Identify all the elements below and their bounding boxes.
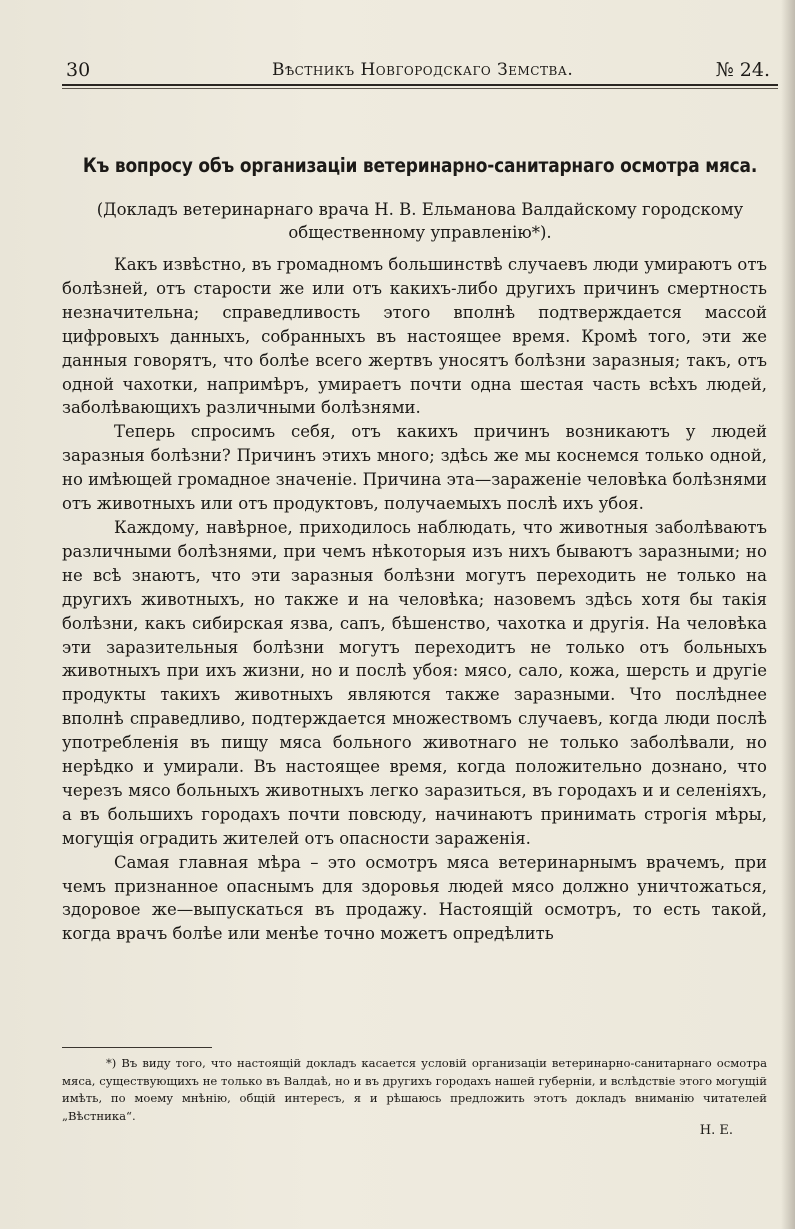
header-rule [62,84,778,86]
footnote-rule [62,1047,212,1048]
article-title: Къ вопросу объ организацiи ветеринарно-санитарнаго осмотра мяса. [82,154,758,178]
paragraph: Каждому, навѣрное, приходилось наблюдать, что животныя заболѣваютъ различными болѣзнями, при чемъ нѣкоторыя изъ нихъ бываютъ заразными; но не всѣ знаютъ, что эти заразныя болѣзни могутъ переходить не только на другихъ животныхъ, но также и на человѣка; назовемъ здѣсь хотя бы такiя болѣзни, какъ сибирская язва, сапъ, бѣшенство, чахотка и другiя. На человѣка эти заразительныя болѣзни могутъ переходитъ не только отъ больныхъ животныхъ при ихъ жизни, но и послѣ убоя: мясо, сало, кожа, шерсть и другiе продукты такихъ животныхъ являются также заразными. Что послѣднее вполнѣ справедливо, подтерждается множествомъ случаевъ, когда люди послѣ употребленiя въ пищу мяса больного животнаго не только заболѣвали, но нерѣдко и умирали. Въ настоящее время, когда положительно дознано, что черезъ мясо больныхъ животныхъ легко заразиться, въ городахъ и и селенiяхъ, а въ большихъ городахъ почти повсюду, начинаютъ принимать строгiя мѣры, могущiя оградить жителей отъ опасности зараженiя. [62,517,767,848]
issue-number: № 24. [715,59,770,81]
article-subtitle: (Докладъ ветеринарнаго врача Н. В. Ельманова Валдайскому городскому общественному управленiю*). [96,200,744,242]
journal-title: Вѣстникъ Новгородскаго Земства. [272,60,574,80]
page-number: 30 [66,59,91,81]
page-edge-shadow [781,0,795,1229]
paragraph: Какъ извѣстно, въ громадномъ большинствѣ случаевъ люди умираютъ отъ болѣзней, отъ старости же или отъ какихъ-либо другихъ причинъ смертность незначительна; справедливость этого вполнѣ подтверждается массой цифровыхъ данныхъ, собранныхъ въ настоящее время. Кромѣ того, эти же данныя говорятъ, что болѣе всего жертвъ уносятъ болѣзни заразныя; такъ, отъ одной чахотки, напримѣръ, умираетъ почти одна шестая часть всѣхъ людей, заболѣвающихъ различными болѣзнями. [62,255,767,418]
footnote-signature: Н. Е. [699,1123,733,1138]
paragraph: Самая главная мѣра – это осмотръ мяса ветеринарнымъ врачемъ, при чемъ признанное опаснымъ для здоровья людей мясо должно уничтожаться, здоровое же—выпускаться въ продажу. Настоящiй осмотръ, то есть такой, когда врачъ болѣе или менѣе точно можетъ опредѣлить [62,852,767,944]
running-header [62,55,778,85]
article-body [62,253,767,946]
paragraph: Теперь спросимъ себя, отъ какихъ причинъ возникаютъ у людей заразныя болѣзни? Причинъ этихъ много; здѣсь же мы коснемся только одной, но имѣющей громадное значенiе. Причина эта—зараженiе человѣка болѣзнями отъ животныхъ или отъ продуктовъ, получаемыхъ послѣ ихъ убоя. [62,422,767,514]
footnote: *) Въ виду того, что настоящiй докладъ касается условiй организацiи ветеринарно-санитарнаго осмотра мяса, существующихъ не только въ Валдаѣ, но и въ другихъ городахъ нашей губернiи, и вслѣдствiе этого могущiй имѣть, по моему мнѣнiю, общiй интересъ, я и рѣшаюсь предложить этотъ докладъ вниманiю читателей „Вѣстника“. [62,1056,767,1123]
header-rule-thin [62,88,778,89]
